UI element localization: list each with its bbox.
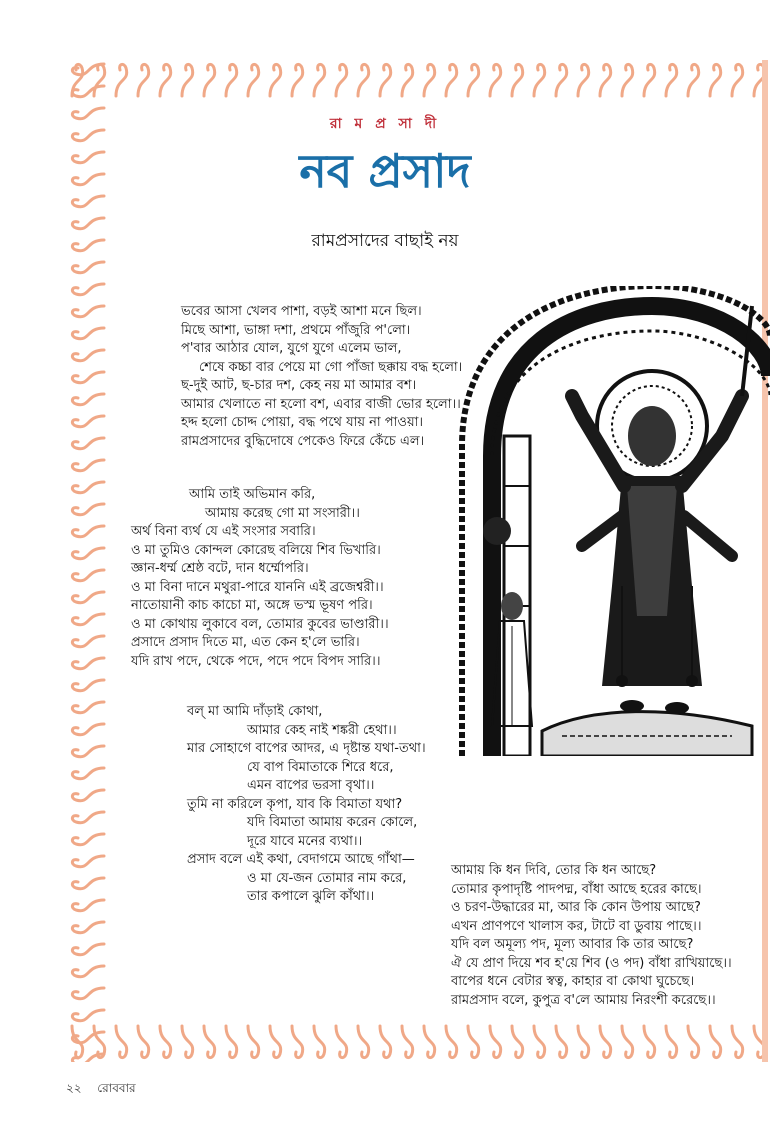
poem-line: বল্ মা আমি দাঁড়াই কোথা,: [187, 704, 323, 719]
magazine-name: রোববার: [97, 1081, 136, 1095]
poem-line: মিছে আশা, ভাঙ্গা দশা, প্রথমে পাঁজুরি প'লো।: [181, 322, 411, 338]
poem-line: নাতোয়ানী কাচ কাচো মা, অঙ্গে ভস্ম ভূষণ পরি।: [131, 598, 373, 613]
poem-line: তোমার কৃপাদৃষ্টি পাদপদ্ম, বাঁধা আছে হরের কাছে।: [451, 881, 702, 897]
poem-line: এখন প্রাণপণে খালাস কর, টাটে বা ডুবায় পাছে।।: [451, 918, 702, 934]
poem-line: ও মা বিনা দানে মথুরা-পারে যাননি এই ব্রজেশ্বরী।।: [131, 579, 384, 595]
poem-line: ও মা কোথায় লুকাবে বল, তোমার কুবের ভাণ্ডারী।।: [131, 616, 389, 632]
poem-line: যদি রাখ পদে, থেকে পদে, পদে পদে বিপদ সারি।।: [131, 653, 381, 669]
poem-line: ও চরণ-উদ্ধারের মা, আর কি কোন উপায় আছে?: [451, 900, 701, 915]
poem-line: প্রসাদে প্রসাদ দিতে মা, এত কেন হ'লে ভারি।: [131, 635, 360, 650]
poem-stanza-4: [451, 862, 732, 1010]
poem-line: তুমি না করিলে কৃপা, যাব কি বিমাতা যথা?: [187, 796, 403, 812]
poem-stanza-1: [181, 303, 462, 451]
poem-line: ও মা তুমিও কোন্দল কোরেছ বলিয়ে শিব ভিখারি।: [131, 542, 381, 558]
poem-line: আমায় করেছ গো মা সংসারী।।: [205, 505, 360, 521]
poem-stanza-3: [187, 703, 426, 907]
poem-line: আমার খেলাতে না হলো বশ, এবার বাজী ভোর হলো।।: [181, 396, 461, 412]
poem-line: যদি বিমাতা আমায় করেন কোলে,: [247, 815, 418, 830]
poem-line: আমায় কি ধন দিবি, তোর কি ধন আছে?: [451, 863, 657, 878]
page-title: নব প্রসাদ: [299, 144, 471, 198]
kali-deity-illustration-icon: [452, 286, 770, 756]
poem-line: প'বার আঠার যোল, যুগে যুগে এলেম ভাল,: [181, 341, 402, 356]
poem-line: অর্থ বিনা ব্যর্থ যে এই সংসার সবারি।: [131, 524, 316, 539]
poem-line: হদ্দ হলো চোদ্দ পোয়া, বদ্ধ পথে যায় না পাওয়া।: [181, 415, 424, 430]
poem-line: জ্ঞান-ধর্ম্ম শ্রেষ্ঠ বটে, দান ধর্ম্মোপরি।: [131, 561, 309, 576]
poem-line: মার সোহাগে বাপের আদর, এ দৃষ্টান্ত যথা-তথা।: [187, 741, 426, 756]
poem-line: ও মা যে-জন তোমার নাম করে,: [247, 870, 407, 886]
poem-line: শেষে কচ্চা বার পেয়ে মা গো পাঁজা ছক্কায় বদ্ধ হলো।: [199, 359, 463, 375]
decorative-border-left: [68, 60, 108, 1062]
poem-line: যে বাপ বিমাতাকে শিরে ধরে,: [247, 759, 394, 775]
poem-line: রামপ্রসাদের বুদ্ধিদোষে পেকেও ফিরে কেঁচে এল।: [181, 433, 425, 449]
poem-line: যদি বল অমূল্য পদ, মূল্য আবার কি তার আছে?: [451, 937, 694, 952]
poem-line: তার কপালে ঝুলি কাঁথা।।: [247, 889, 375, 904]
decorative-border-top: [68, 60, 770, 100]
poem-line: রামপ্রসাদ বলে, কুপুত্র ব'লে আমায় নিরংশী করেছে।।: [451, 992, 716, 1008]
decorative-border-bottom: [68, 1022, 770, 1062]
poem-line: আমি তাই অভিমান করি,: [189, 487, 316, 502]
page-footer: [66, 1080, 136, 1100]
poem-line: এমন বাপের ভরসা বৃথা।।: [247, 778, 375, 793]
poem-line: ঐ যে প্রাণ দিয়ে শব হ'য়ে শিব (ও পদ) বাঁধা রাখিয়াছে।।: [451, 955, 732, 971]
poem-line: ভবের আসা খেলব পাশা, বড়ই আশা মনে ছিল।: [181, 304, 422, 319]
poem-line: দূরে যাবে মনের ব্যথা।।: [247, 833, 363, 849]
poem-line: প্রসাদ বলে এই কথা, বেদাগমে আছে গাঁথা—: [187, 852, 415, 867]
subtitle: রামপ্রসাদের বাছাই নয়: [311, 231, 459, 251]
series-label: রা ম প্র সা দী: [329, 116, 441, 132]
page-number: ২২: [66, 1081, 82, 1095]
poem-line: আমার কেহ নাই শঙ্করী হেথা।।: [247, 722, 397, 738]
poem-line: বাপের ধনে বেটার স্বত্ব, কাহার বা কোথা ঘুচেছে।: [451, 974, 695, 989]
poem-stanza-2: [131, 486, 389, 671]
poem-line: ছ-দুই আট, ছ-চার দশ, কেহ নয় মা আমার বশ।: [181, 378, 417, 393]
